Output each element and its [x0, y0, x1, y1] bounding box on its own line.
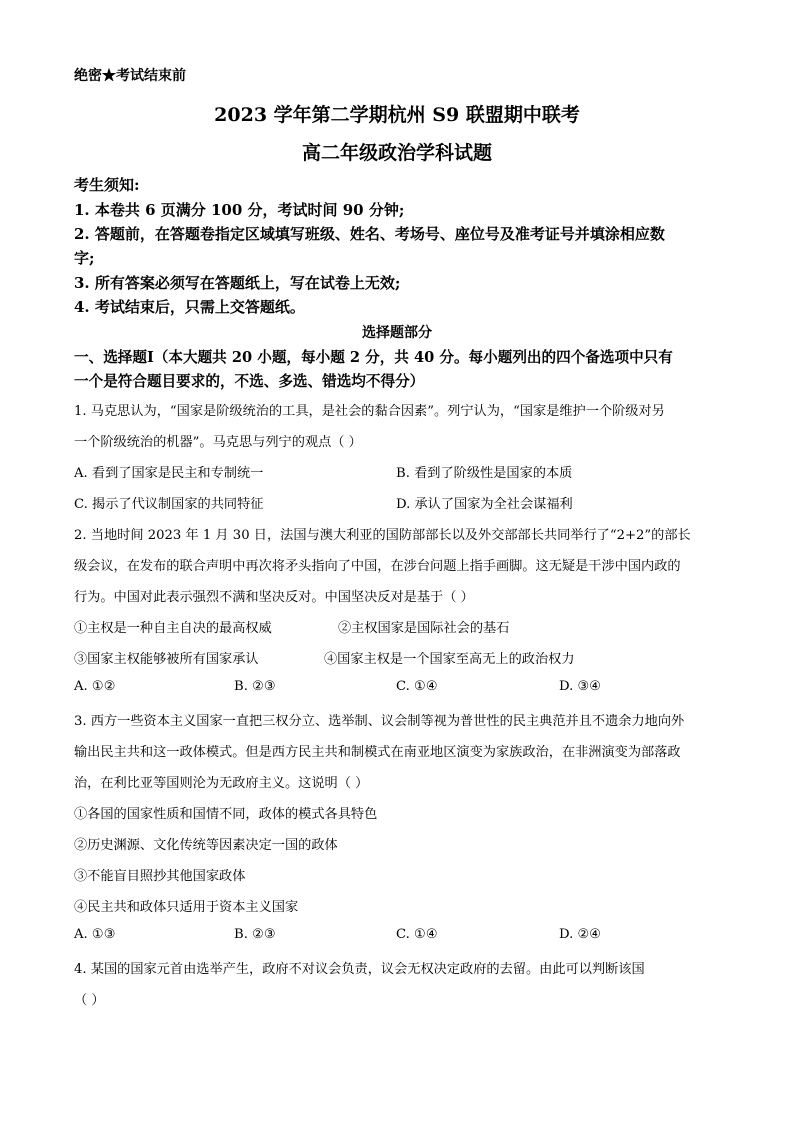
question-2-statement: ③国家主权能够被所有国家承认	[74, 652, 259, 667]
notice-item: 2. 答题前，在答题卷指定区域填写班级、姓名、考场号、座位号及准考证号并填涂相应数	[74, 225, 665, 243]
question-1-option-d: D. 承认了国家为全社会谋福利	[396, 497, 573, 512]
section-instruction: 一个是符合题目要求的，不选、多选、错选均不得分）	[74, 373, 425, 390]
question-2-option-d: D. ③④	[559, 679, 602, 694]
question-2-option-b: B. ②③	[234, 679, 276, 694]
question-3-text: 输出民主共和这一政体模式。但是西方民主共和制模式在南亚地区演变为家族政治，在非洲演变为部落政	[74, 745, 681, 760]
question-2-option-c: C. ①④	[396, 679, 438, 694]
question-1-option-a: A. 看到了国家是民主和专制统一	[74, 466, 264, 481]
section-title: 选择题部分	[362, 325, 432, 341]
notice-heading: 考生须知:	[74, 176, 140, 194]
question-2-statement: ①主权是一种自主自决的最高权威	[74, 621, 272, 636]
question-3-text: 3. 西方一些资本主义国家一直把三权分立、选举制、议会制等视为普世性的民主典范并且不遗余力地向外	[74, 714, 685, 729]
question-4-text: 4. 某国的国家元首由选举产生，政府不对议会负责，议会无权决定政府的去留。由此可以判断该国	[74, 962, 645, 977]
question-1-text: 一个阶级统治的机器”。马克思与列宁的观点（ ）	[74, 435, 362, 450]
question-4-text: （ ）	[74, 993, 105, 1008]
question-2-option-a: A. ①②	[74, 679, 116, 694]
question-2-text: 级会议，在发布的联合声明中再次将矛头指向了中国，在涉台问题上指手画脚。这无疑是干涉中国内政的	[74, 559, 681, 574]
question-3-option-d: D. ②④	[559, 927, 602, 942]
notice-item: 1. 本卷共 6 页满分 100 分，考试时间 90 分钟;	[74, 201, 405, 219]
confidential-label: 绝密★考试结束前	[74, 68, 186, 84]
question-3-option-c: C. ①④	[396, 927, 438, 942]
section-instruction: 一、选择题Ⅰ（本大题共 20 小题，每小题 2 分，共 40 分。每小题列出的四个备选项中只有	[74, 349, 673, 366]
question-3-statement: ①各国的国家性质和国情不同，政体的模式各具特色	[74, 807, 378, 822]
question-2-text: 行为。中国对此表示强烈不满和坚决反对。中国坚决反对是基于（ ）	[74, 590, 474, 605]
question-2-text: 2. 当地时间 2023 年 1 月 30 日，法国与澳大利亚的国防部部长以及外交部部长共同举行了“2+2”的部长	[74, 528, 691, 543]
question-3-option-b: B. ②③	[234, 927, 276, 942]
question-1-option-c: C. 揭示了代议制国家的共同特征	[74, 497, 264, 512]
exam-subtitle: 高二年级政治学科试题	[301, 142, 492, 164]
question-1-option-b: B. 看到了阶级性是国家的本质	[396, 466, 573, 481]
question-3-statement: ②历史渊源、文化传统等因素决定一国的政体	[74, 838, 338, 853]
question-2-statement: ②主权国家是国际社会的基石	[338, 621, 510, 636]
question-1-text: 1. 马克思认为，“国家是阶级统治的工具，是社会的黏合因素”。列宁认为，“国家是维护一个阶级对另	[74, 404, 665, 419]
notice-item: 4. 考试结束后，只需上交答题纸。	[74, 298, 305, 316]
question-3-statement: ③不能盲目照抄其他国家政体	[74, 869, 246, 884]
question-3-statement: ④民主共和政体只适用于资本主义国家	[74, 900, 299, 915]
notice-item: 3. 所有答案必须写在答题纸上，写在试卷上无效;	[74, 274, 401, 292]
question-3-text: 治，在利比亚等国则沦为无政府主义。这说明（ ）	[74, 776, 369, 791]
notice-item: 字;	[74, 249, 95, 267]
question-2-statement: ④国家主权是一个国家至高无上的政治权力	[324, 652, 575, 667]
question-3-option-a: A. ①③	[74, 927, 116, 942]
exam-title: 2023 学年第二学期杭州 S9 联盟期中联考	[214, 104, 580, 126]
